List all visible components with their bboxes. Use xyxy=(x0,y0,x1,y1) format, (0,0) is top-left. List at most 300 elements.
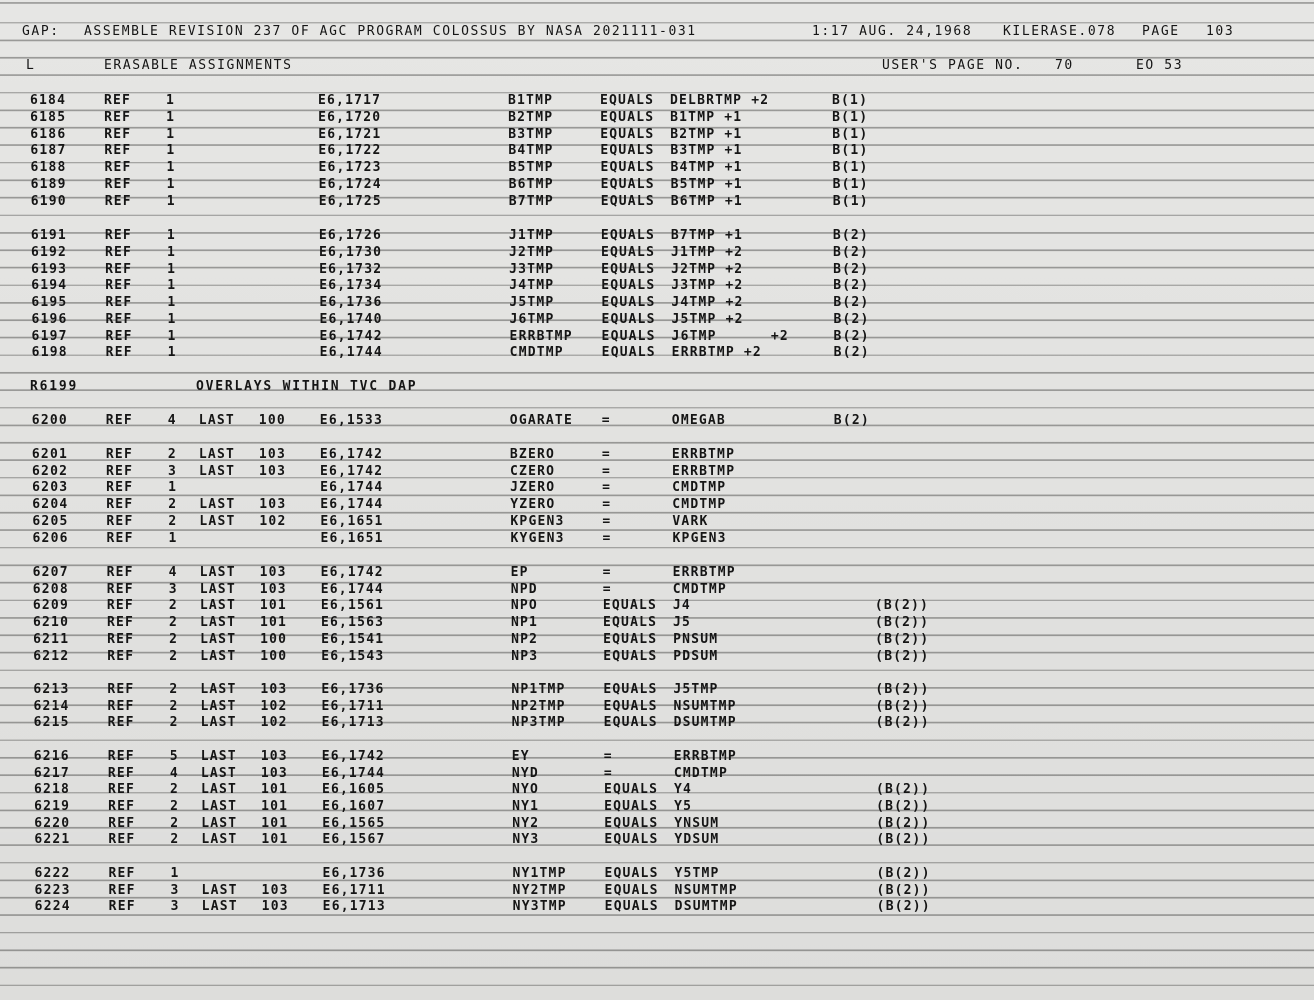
assembly-title: ASSEMBLE REVISION 237 OF AGC PROGRAM COLOSSUS BY NASA 2021111-031 xyxy=(84,24,697,39)
row-loc: E6,1543 xyxy=(321,649,385,664)
row-count: 1 xyxy=(167,262,177,277)
row-loc: E6,1607 xyxy=(322,799,386,814)
row-seq: 6202 xyxy=(32,464,69,479)
listing-row xyxy=(0,530,1314,547)
row-loc: E6,1541 xyxy=(321,632,385,647)
row-count: 1 xyxy=(170,866,180,881)
row-count: 2 xyxy=(168,598,178,613)
row-ref: REF xyxy=(106,480,134,495)
row-operand: ERRBTMP xyxy=(672,464,736,479)
row-loc: E6,1744 xyxy=(320,582,384,597)
row-operand: B5TMP +1 xyxy=(670,177,743,192)
row-sym: NP3 xyxy=(511,649,539,664)
row-last: LAST xyxy=(199,565,236,580)
row-ref: REF xyxy=(108,883,136,898)
row-ref: REF xyxy=(108,816,136,831)
listing-row xyxy=(0,781,1314,798)
listing-row xyxy=(0,513,1314,530)
row-note: (B(2)) xyxy=(875,615,930,630)
listing-row xyxy=(0,311,1314,328)
listing-row xyxy=(0,882,1314,899)
row-sym: NP1TMP xyxy=(511,682,566,697)
row-note: (B(2)) xyxy=(876,832,931,847)
row-sym: NY1TMP xyxy=(512,866,567,881)
row-seq: 6224 xyxy=(34,899,71,914)
row-operand: J4TMP +2 xyxy=(671,295,744,310)
row-loc: E6,1732 xyxy=(319,262,383,277)
row-ref: REF xyxy=(107,615,135,630)
row-ref: REF xyxy=(107,715,135,730)
row-ref: REF xyxy=(104,228,132,243)
row-note: (B(2)) xyxy=(875,632,930,647)
row-count: 2 xyxy=(167,447,177,462)
row-operand: CMDTMP xyxy=(672,480,727,495)
row-seq: 6211 xyxy=(33,632,70,647)
header-line-1 xyxy=(0,23,1314,40)
listing-row xyxy=(0,631,1314,648)
row-sym: JZERO xyxy=(510,480,556,495)
row-ref: REF xyxy=(106,565,134,580)
row-note: (B(2)) xyxy=(876,883,931,898)
print-datetime: 1:17 AUG. 24,1968 xyxy=(812,24,973,39)
row-seq: 6198 xyxy=(31,345,68,360)
row-loc: E6,1713 xyxy=(321,715,385,730)
listing-row xyxy=(0,564,1314,581)
row-sym: B2TMP xyxy=(508,110,554,125)
row-last: LAST xyxy=(200,749,237,764)
row-operand: NSUMTMP xyxy=(673,699,737,714)
listing-row xyxy=(0,142,1314,159)
row-operand: CMDTMP xyxy=(673,766,728,781)
row-loc: E6,1711 xyxy=(321,699,385,714)
row-count: 2 xyxy=(169,615,179,630)
row-seq: 6205 xyxy=(32,514,69,529)
row-seq: 6216 xyxy=(33,749,70,764)
listing-row xyxy=(0,698,1314,715)
listing-row xyxy=(0,227,1314,244)
row-op: EQUALS xyxy=(601,345,656,360)
row-sym: NY1 xyxy=(512,799,540,814)
row-ref: REF xyxy=(106,582,134,597)
row-sym: NY3 xyxy=(512,832,540,847)
row-seq: 6223 xyxy=(34,883,71,898)
row-sym: J3TMP xyxy=(509,262,555,277)
page-number: 103 xyxy=(1206,24,1235,39)
row-count: 2 xyxy=(169,682,179,697)
row-last: LAST xyxy=(199,514,236,529)
listing-row xyxy=(0,479,1314,496)
row-loc: E6,1651 xyxy=(320,531,384,546)
row-op: EQUALS xyxy=(603,615,658,630)
row-sym: OGARATE xyxy=(509,413,573,428)
row-note: B(2) xyxy=(832,228,869,243)
row-lastn: 101 xyxy=(261,799,289,814)
row-seq: 6213 xyxy=(33,682,70,697)
row-op: EQUALS xyxy=(603,715,658,730)
row-ref: REF xyxy=(104,143,132,158)
row-lastn: 100 xyxy=(258,413,286,428)
row-sym: NYD xyxy=(511,766,539,781)
row-last: LAST xyxy=(200,632,237,647)
row-count: 1 xyxy=(167,295,177,310)
row-seq: 6222 xyxy=(34,866,71,881)
row-operand: ERRBTMP +2 xyxy=(671,345,762,360)
row-op: EQUALS xyxy=(603,699,658,714)
row-operand: B2TMP +1 xyxy=(670,127,743,142)
row-op: EQUALS xyxy=(600,194,655,209)
row-sym: B3TMP xyxy=(508,127,554,142)
row-seq: 6193 xyxy=(31,262,68,277)
listing-row xyxy=(0,831,1314,848)
listing-row xyxy=(0,714,1314,731)
listing-row xyxy=(0,412,1314,429)
row-operand: ERRBTMP xyxy=(673,749,737,764)
row-seq: 6209 xyxy=(32,598,69,613)
row-count: 3 xyxy=(170,899,180,914)
row-seq: 6210 xyxy=(33,615,70,630)
listing-row xyxy=(0,815,1314,832)
row-operand: CMDTMP xyxy=(672,582,727,597)
row-seq: 6192 xyxy=(30,245,68,260)
listing-row xyxy=(0,92,1314,109)
row-seq: 6204 xyxy=(32,497,69,512)
header-line-2 xyxy=(0,57,1314,74)
row-op: EQUALS xyxy=(604,883,659,898)
listing-row xyxy=(0,328,1314,345)
overlay-title: OVERLAYS WITHIN TVC DAP xyxy=(196,379,418,394)
row-seq: 6220 xyxy=(34,816,71,831)
row-lastn: 102 xyxy=(260,715,288,730)
row-note: (B(2)) xyxy=(876,816,931,831)
row-operand: J5TMP xyxy=(673,682,719,697)
row-loc: E6,1736 xyxy=(321,682,385,697)
listing-row xyxy=(0,344,1314,361)
row-count: 1 xyxy=(167,345,177,360)
row-op: = xyxy=(602,514,612,529)
listing-row xyxy=(0,798,1314,815)
row-sym: KYGEN3 xyxy=(510,531,565,546)
row-op: EQUALS xyxy=(603,632,658,647)
row-seq: 6215 xyxy=(33,715,70,730)
row-last: LAST xyxy=(201,883,238,898)
row-loc: E6,1744 xyxy=(321,766,386,781)
listing-row xyxy=(0,294,1314,311)
row-count: 2 xyxy=(169,632,179,647)
row-op: = xyxy=(602,565,612,580)
row-note: B(2) xyxy=(833,262,870,277)
row-sym: EY xyxy=(511,749,530,764)
row-operand: KPGEN3 xyxy=(672,531,727,546)
row-operand: J2TMP +2 xyxy=(671,262,744,277)
row-sym: B4TMP xyxy=(508,143,554,158)
row-op: EQUALS xyxy=(601,278,656,293)
row-count: 3 xyxy=(168,582,178,597)
row-loc: E6,1726 xyxy=(318,228,383,243)
row-ref: REF xyxy=(105,295,133,310)
row-seq: 6191 xyxy=(30,228,67,243)
row-operand: ERRBTMP xyxy=(671,447,736,462)
row-seq: 6187 xyxy=(30,143,67,158)
row-lastn: 103 xyxy=(261,899,289,914)
row-count: 2 xyxy=(169,715,179,730)
row-count: 2 xyxy=(169,782,179,797)
row-operand: CMDTMP xyxy=(672,497,727,512)
row-ref: REF xyxy=(104,245,133,260)
row-note: B(1) xyxy=(832,127,869,142)
listing-row xyxy=(0,765,1314,782)
row-seq: 6189 xyxy=(30,177,67,192)
listing-row xyxy=(0,898,1314,915)
row-op: EQUALS xyxy=(604,832,659,847)
row-count: 2 xyxy=(169,699,179,714)
row-note: (B(2)) xyxy=(876,899,931,914)
row-lastn: 101 xyxy=(261,816,289,831)
row-op: = xyxy=(602,531,612,546)
row-loc: E6,1734 xyxy=(319,278,383,293)
row-lastn: 102 xyxy=(259,514,287,529)
row-lastn: 103 xyxy=(259,464,287,479)
row-op: EQUALS xyxy=(604,899,659,914)
row-ref: REF xyxy=(107,782,136,797)
row-loc: E6,1651 xyxy=(320,514,384,529)
row-note: B(1) xyxy=(832,110,869,125)
row-operand: NSUMTMP xyxy=(674,883,738,898)
row-op: EQUALS xyxy=(604,816,659,831)
row-seq: 6218 xyxy=(33,782,71,797)
row-ref: REF xyxy=(104,93,132,108)
row-lastn: 102 xyxy=(260,699,288,714)
row-loc: E6,1722 xyxy=(318,143,382,158)
overlay-section-line xyxy=(0,378,1314,395)
row-ref: REF xyxy=(106,497,134,512)
row-count: 1 xyxy=(167,329,177,344)
row-count: 2 xyxy=(169,649,179,664)
program-label: GAP: xyxy=(22,24,60,39)
row-lastn: 100 xyxy=(260,649,288,664)
row-op: EQUALS xyxy=(601,312,656,327)
row-count: 1 xyxy=(166,160,176,175)
row-operand: B4TMP +1 xyxy=(670,160,743,175)
row-note: (B(2)) xyxy=(875,782,931,797)
row-ref: REF xyxy=(107,749,135,764)
row-operand: PNSUM xyxy=(673,632,719,647)
listing-row xyxy=(0,446,1314,463)
row-ref: REF xyxy=(105,329,133,344)
row-note: (B(2)) xyxy=(876,799,931,814)
row-sym: BZERO xyxy=(509,447,556,462)
listing-row xyxy=(0,597,1314,614)
listing-row xyxy=(0,865,1314,882)
row-lastn: 101 xyxy=(260,615,288,630)
listing-row xyxy=(0,463,1314,480)
row-op: = xyxy=(602,464,612,479)
row-loc: E6,1740 xyxy=(319,312,383,327)
row-ref: REF xyxy=(107,649,135,664)
row-last: LAST xyxy=(198,447,236,462)
listing-row xyxy=(0,277,1314,294)
row-note: B(2) xyxy=(833,413,870,428)
row-ref: REF xyxy=(106,598,134,613)
row-loc: E6,1720 xyxy=(318,110,382,125)
row-operand: J4 xyxy=(672,598,691,613)
row-ref: REF xyxy=(105,413,133,428)
row-ref: REF xyxy=(104,177,132,192)
row-op: EQUALS xyxy=(603,682,658,697)
listing-row xyxy=(0,109,1314,126)
row-lastn: 103 xyxy=(259,565,287,580)
row-sym: J4TMP xyxy=(509,278,555,293)
row-loc: E6,1533 xyxy=(319,413,383,428)
listing-row xyxy=(0,496,1314,513)
row-ref: REF xyxy=(104,194,132,209)
row-lastn: 103 xyxy=(258,447,286,462)
row-loc: E6,1742 xyxy=(320,565,384,580)
file-name: KILERASE.078 xyxy=(1003,24,1117,39)
row-count: 1 xyxy=(166,127,176,142)
row-sym: ERRBTMP xyxy=(509,329,573,344)
row-seq: 6200 xyxy=(31,413,68,428)
row-sym: NP2 xyxy=(511,632,539,647)
row-count: 4 xyxy=(167,413,177,428)
listing-row xyxy=(0,126,1314,143)
row-lastn: 103 xyxy=(260,766,288,781)
row-last: LAST xyxy=(200,699,237,714)
row-sym: J2TMP xyxy=(508,245,555,260)
listing-row xyxy=(0,176,1314,193)
row-count: 2 xyxy=(168,514,178,529)
row-note: B(1) xyxy=(832,143,869,158)
row-operand: YNSUM xyxy=(674,816,720,831)
row-operand: PDSUM xyxy=(673,649,719,664)
row-note: B(2) xyxy=(833,329,870,344)
row-operand: J5 xyxy=(673,615,692,630)
page-label: PAGE xyxy=(1142,24,1180,39)
row-loc: E6,1723 xyxy=(318,160,382,175)
row-ref: REF xyxy=(105,312,133,327)
row-operand: VARK xyxy=(672,514,709,529)
listing-row xyxy=(0,261,1314,278)
row-ref: REF xyxy=(106,514,134,529)
row-note: B(1) xyxy=(832,160,869,175)
row-count: 3 xyxy=(168,464,178,479)
row-note: B(2) xyxy=(833,278,870,293)
row-op: EQUALS xyxy=(600,245,656,260)
row-op: = xyxy=(603,749,613,764)
row-ref: REF xyxy=(107,699,135,714)
row-ref: REF xyxy=(105,447,133,462)
row-loc: E6,1567 xyxy=(322,832,386,847)
row-last: LAST xyxy=(200,766,237,781)
row-ref: REF xyxy=(104,110,132,125)
row-op: EQUALS xyxy=(603,782,659,797)
row-note: B(2) xyxy=(833,345,870,360)
row-last: LAST xyxy=(200,682,237,697)
row-ref: REF xyxy=(108,866,136,881)
row-ref: REF xyxy=(107,682,135,697)
row-sym: NY2 xyxy=(512,816,540,831)
row-sym: J1TMP xyxy=(508,228,554,243)
row-op: EQUALS xyxy=(600,93,655,108)
listing-row xyxy=(0,748,1314,765)
row-count: 1 xyxy=(166,110,176,125)
row-sym: NY2TMP xyxy=(512,883,567,898)
row-seq: 6203 xyxy=(32,480,69,495)
row-ref: REF xyxy=(108,799,136,814)
row-lastn: 103 xyxy=(260,682,288,697)
row-sym: B5TMP xyxy=(508,160,554,175)
listing-row xyxy=(0,159,1314,176)
row-count: 5 xyxy=(169,749,179,764)
row-seq: 6208 xyxy=(32,582,69,597)
row-lastn: 101 xyxy=(261,832,289,847)
row-op: = xyxy=(602,497,612,512)
row-count: 1 xyxy=(166,143,176,158)
row-sym: KPGEN3 xyxy=(510,514,565,529)
users-page-number: 70 xyxy=(1055,58,1074,73)
row-seq: 6212 xyxy=(33,649,70,664)
row-lastn: 101 xyxy=(259,598,287,613)
row-op: = xyxy=(601,413,611,428)
row-seq: 6201 xyxy=(31,447,69,462)
row-operand: YDSUM xyxy=(674,832,720,847)
row-operand: OMEGAB xyxy=(671,413,726,428)
row-lastn: 100 xyxy=(260,632,288,647)
row-operand: J3TMP +2 xyxy=(671,278,744,293)
listing-row xyxy=(0,681,1314,698)
row-loc: E6,1725 xyxy=(318,194,382,209)
row-sym: NYO xyxy=(511,782,540,797)
row-note: (B(2)) xyxy=(874,598,930,613)
row-note: (B(2)) xyxy=(875,715,930,730)
row-seq: 6206 xyxy=(32,531,69,546)
row-last: LAST xyxy=(200,715,237,730)
row-operand: Y5 xyxy=(674,799,693,814)
listing-row xyxy=(0,193,1314,210)
row-count: 1 xyxy=(166,93,176,108)
row-operand: Y5TMP xyxy=(674,866,720,881)
section-heading: ERASABLE ASSIGNMENTS xyxy=(104,58,293,73)
row-seq: 6190 xyxy=(30,194,67,209)
row-operand: B6TMP +1 xyxy=(670,194,743,209)
row-count: 1 xyxy=(168,480,178,495)
row-op: EQUALS xyxy=(600,127,655,142)
row-sym: NP3TMP xyxy=(511,715,566,730)
row-operand: B7TMP +1 xyxy=(670,228,744,243)
row-ref: REF xyxy=(108,832,136,847)
row-operand: J1TMP +2 xyxy=(670,245,744,260)
row-loc: E6,1742 xyxy=(319,329,383,344)
row-loc: E6,1744 xyxy=(320,497,384,512)
row-note: (B(2)) xyxy=(875,699,930,714)
row-sym: NP1 xyxy=(511,615,539,630)
row-op: EQUALS xyxy=(600,160,655,175)
row-lastn: 101 xyxy=(260,782,289,797)
eo-code: EO 53 xyxy=(1136,58,1184,73)
row-loc: E6,1744 xyxy=(319,345,383,360)
row-operand: DSUMTMP xyxy=(673,715,737,730)
row-op: = xyxy=(601,447,611,462)
row-ref: REF xyxy=(108,899,136,914)
row-operand: ERRBTMP xyxy=(672,565,736,580)
row-last: LAST xyxy=(198,413,235,428)
row-last: LAST xyxy=(199,598,236,613)
line-marker: L xyxy=(26,58,36,73)
row-op: EQUALS xyxy=(602,598,658,613)
row-last: LAST xyxy=(200,649,237,664)
row-operand: J6TMP +2 xyxy=(671,329,789,344)
row-op: EQUALS xyxy=(604,866,659,881)
row-ref: REF xyxy=(104,160,132,175)
